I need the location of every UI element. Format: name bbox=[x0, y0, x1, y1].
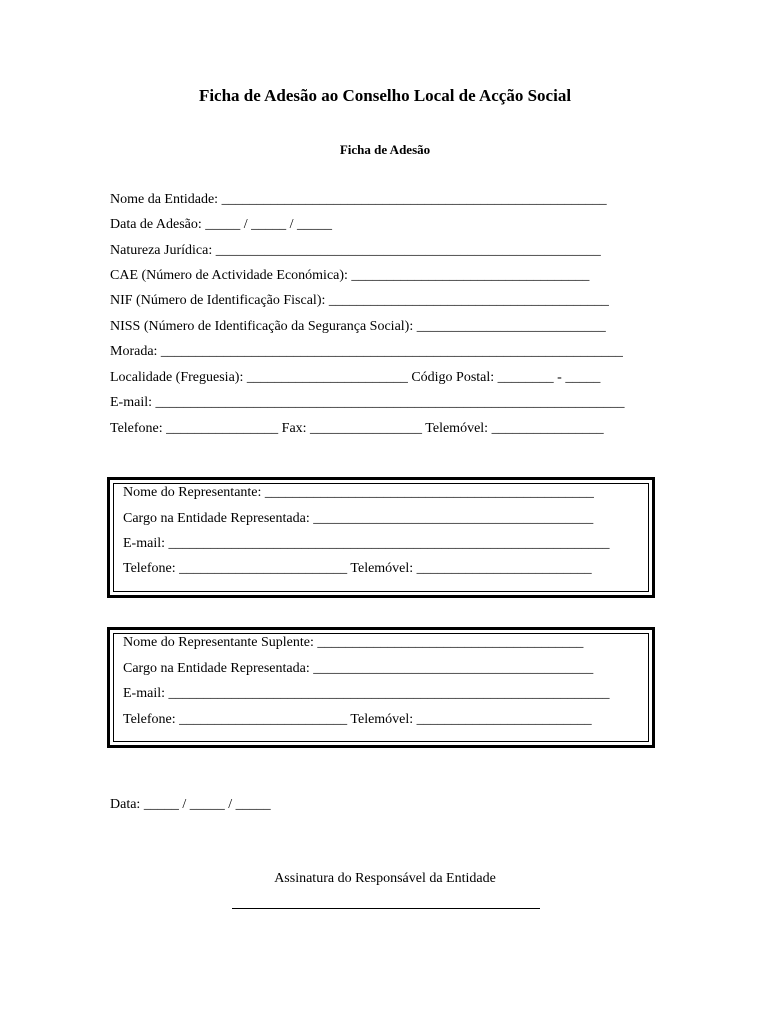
signature-label: Assinatura do Responsável da Entidade bbox=[274, 871, 496, 886]
field-substitute-role[interactable]: Cargo na Entidade Representada: ________________________________________ bbox=[123, 661, 594, 676]
field-representative-phone-mobile[interactable]: Telefone: ________________________ Telemóvel: _________________________ bbox=[123, 561, 592, 576]
field-cae[interactable]: CAE (Número de Actividade Económica): __________________________________ bbox=[110, 268, 590, 283]
field-representative-name[interactable]: Nome do Representante: _______________________________________________ bbox=[123, 485, 594, 500]
field-address[interactable]: Morada: __________________________________________________________________ bbox=[110, 344, 623, 359]
field-phone-fax-mobile[interactable]: Telefone: ________________ Fax: ________________ Telemóvel: ________________ bbox=[110, 421, 604, 436]
field-niss[interactable]: NISS (Número de Identificação da Segurança Social): ___________________________ bbox=[110, 319, 606, 334]
field-substitute-phone-mobile[interactable]: Telefone: ________________________ Telemóvel: _________________________ bbox=[123, 712, 592, 727]
form-subtitle: Ficha de Adesão bbox=[339, 142, 431, 157]
field-legal-nature[interactable]: Natureza Jurídica: _______________________________________________________ bbox=[110, 243, 601, 258]
field-nif[interactable]: NIF (Número de Identificação Fiscal): ________________________________________ bbox=[110, 293, 609, 308]
field-representative-email[interactable]: E-mail: _______________________________________________________________ bbox=[123, 536, 610, 551]
field-substitute-email[interactable]: E-mail: _______________________________________________________________ bbox=[123, 686, 610, 701]
field-adhesion-date[interactable]: Data de Adesão: _____ / _____ / _____ bbox=[110, 217, 333, 232]
field-representative-role[interactable]: Cargo na Entidade Representada: ________________________________________ bbox=[123, 511, 594, 526]
field-date[interactable]: Data: _____ / _____ / _____ bbox=[110, 797, 271, 812]
field-substitute-name[interactable]: Nome do Representante Suplente: ______________________________________ bbox=[123, 635, 584, 650]
field-entity-name[interactable]: Nome da Entidade: _______________________________________________________ bbox=[110, 192, 607, 207]
signature-line[interactable] bbox=[232, 908, 540, 909]
field-locality-postal-code[interactable]: Localidade (Freguesia): _______________________ Código Postal: ________ - _____ bbox=[110, 370, 601, 385]
page-title: Ficha de Adesão ao Conselho Local de Acção Social bbox=[198, 86, 572, 105]
field-email[interactable]: E-mail: ___________________________________________________________________ bbox=[110, 395, 625, 410]
